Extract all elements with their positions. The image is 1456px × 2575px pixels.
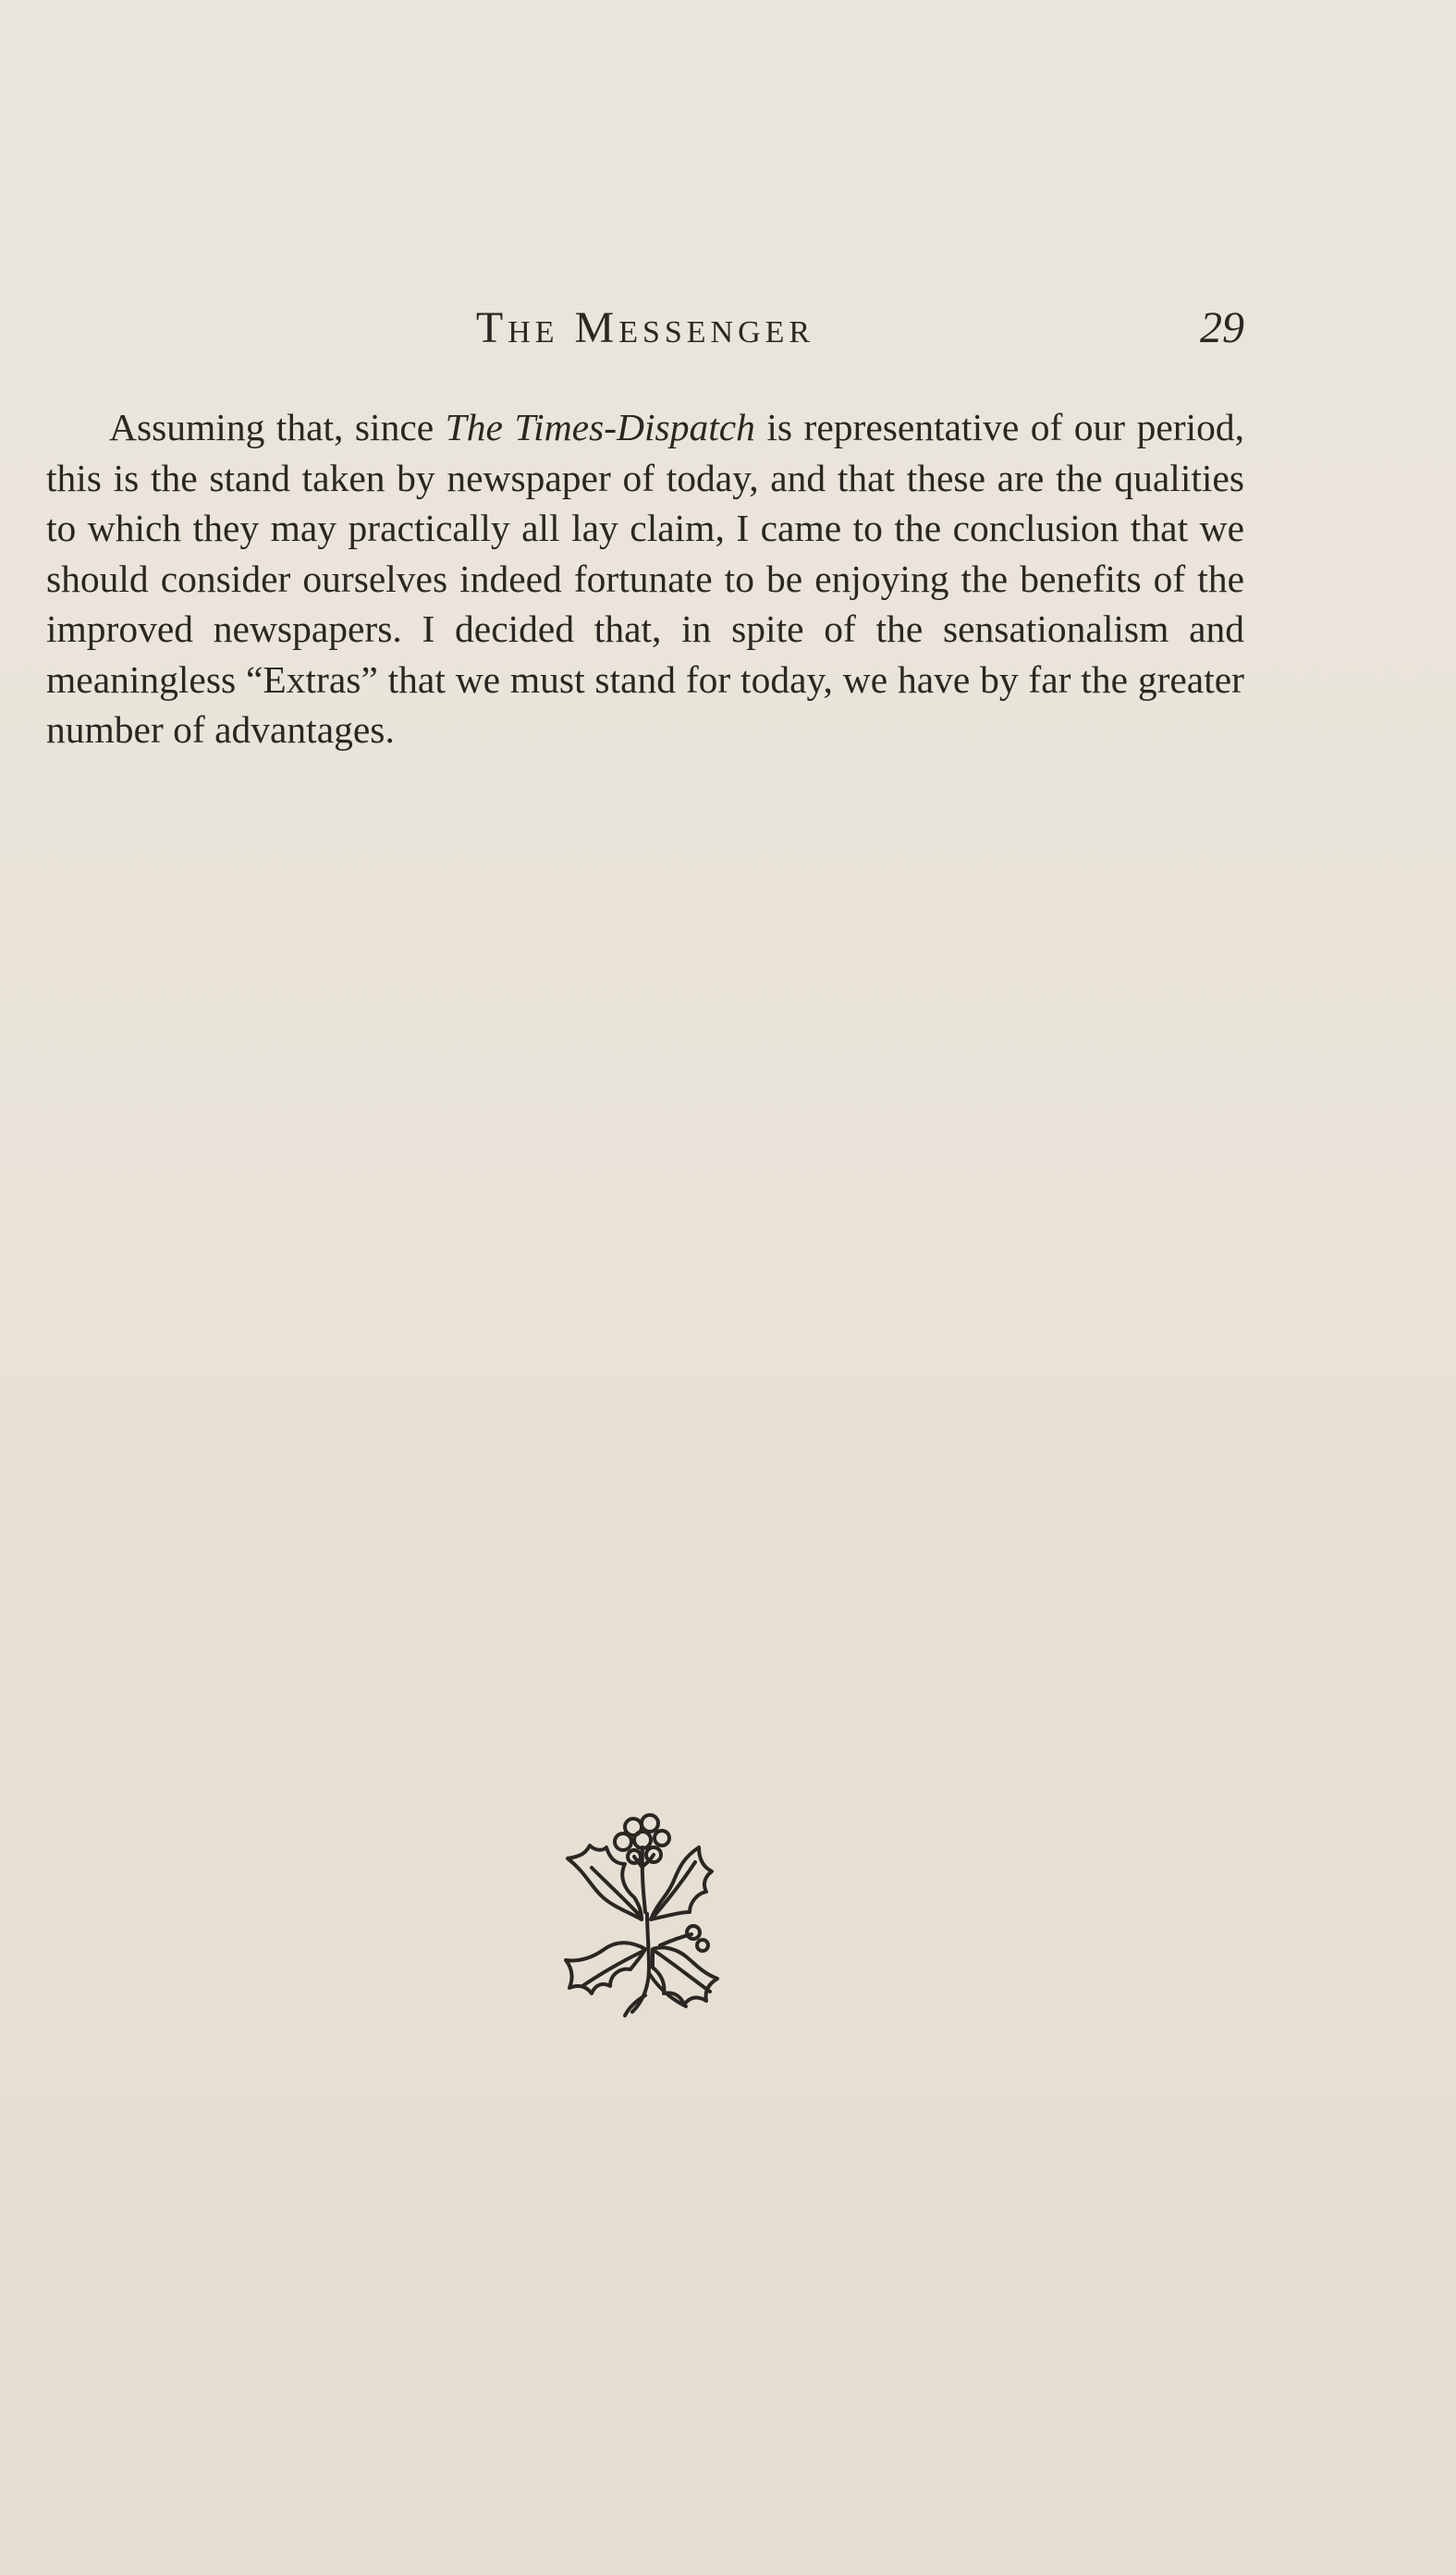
paragraph-text-start: Assuming that, since bbox=[109, 406, 446, 448]
page-title: The Messenger bbox=[475, 303, 815, 352]
page-number: 29 bbox=[1200, 303, 1244, 352]
running-head bbox=[46, 300, 1244, 356]
paragraph-text-rest: is representative of our period, this is the stand taken by newspaper of today, and that these are the qualities to which they may practically all lay claim, I came to the conclusion that we should consider ourselves indeed fortunate to be enjoying the benefits of the improved newspapers. I decided that, in spite of the sensationalism and meaningless “Extras” that we must stand for today, we have by far the greater number of advantages. bbox=[46, 406, 1244, 751]
floral-leaf-ornament-icon bbox=[564, 1810, 721, 2018]
newspaper-title: The Times-Dispatch bbox=[445, 406, 755, 448]
body-paragraph bbox=[46, 402, 1244, 755]
